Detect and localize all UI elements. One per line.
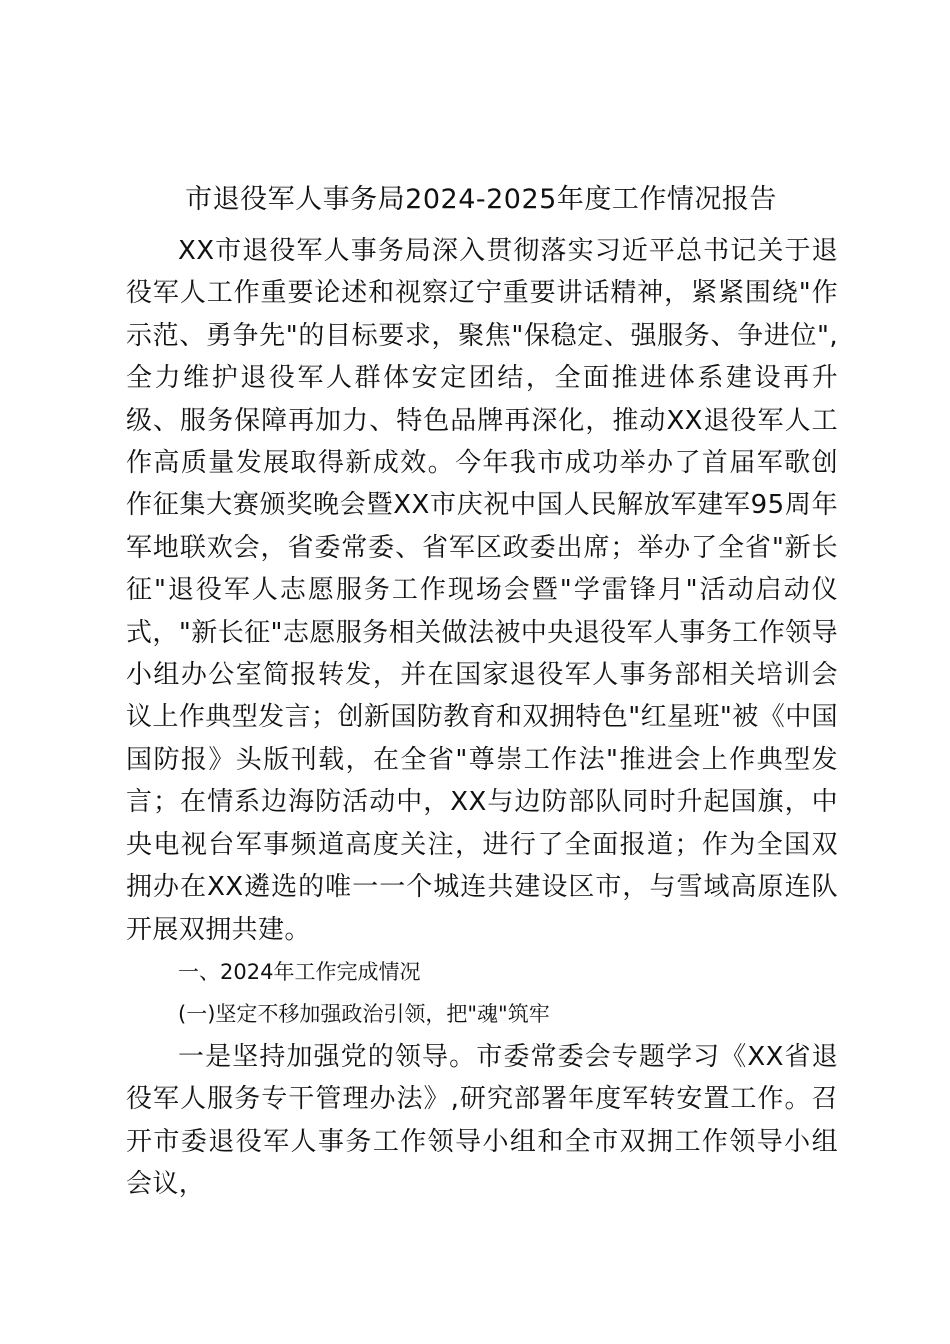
section-heading: 一、2024年工作完成情况: [178, 959, 421, 984]
document-title: 市退役军人事务局2024-2025年度工作情况报告: [185, 184, 777, 215]
body-paragraph: 一是坚持加强党的领导。市委常委会专题学习《XX省退役军人服务专干管理办法》,研究部署年度军转安置工作。召开市委退役军人事务工作领导小组和全市双拥工作领导小组会议，: [126, 1041, 838, 1199]
document-body: [126, 202, 838, 1205]
intro-paragraph: XX市退役军人事务局深入贯彻落实习近平总书记关于退役军人工作重要论述和视察辽宁重要讲话精神，紧紧围绕"作示范、勇争先"的目标要求，聚焦"保稳定、强服务、争进位",全力维护退役军人群体安定团结，全面推进体系建设再升级、服务保障再加力、特色品牌再深化，推动XX退役军人工作高质量发展取得新成效。今年我市成功举办了首届军歌创作征集大赛颁奖晚会暨XX市庆祝中国人民解放军建军95周年军地联欢会，省委常委、省军区政委出席；举办了全省"新长征"退役军人志愿服务工作现场会暨"学雷锋月"活动启动仪式，"新长征"志愿服务相关做法被中央退役军人事务工作领导小组办公室简报转发，并在国家退役军人事务部相关培训会议上作典型发言；创新国防教育和双拥特色"红星班"被《中国国防报》头版刊载，在全省"尊崇工作法"推进会上作典型发言；在情系边海防活动中，XX与边防部队同时升起国旗，中央电视台军事频道高度关注，进行了全面报道；作为全国双拥办在XX遴选的唯一一个城连共建设区市，与雪域高原连队开展双拥共建。: [126, 236, 838, 945]
subsection-heading: (一)坚定不移加强政治引领，把"魂"筑牢: [178, 1002, 550, 1027]
